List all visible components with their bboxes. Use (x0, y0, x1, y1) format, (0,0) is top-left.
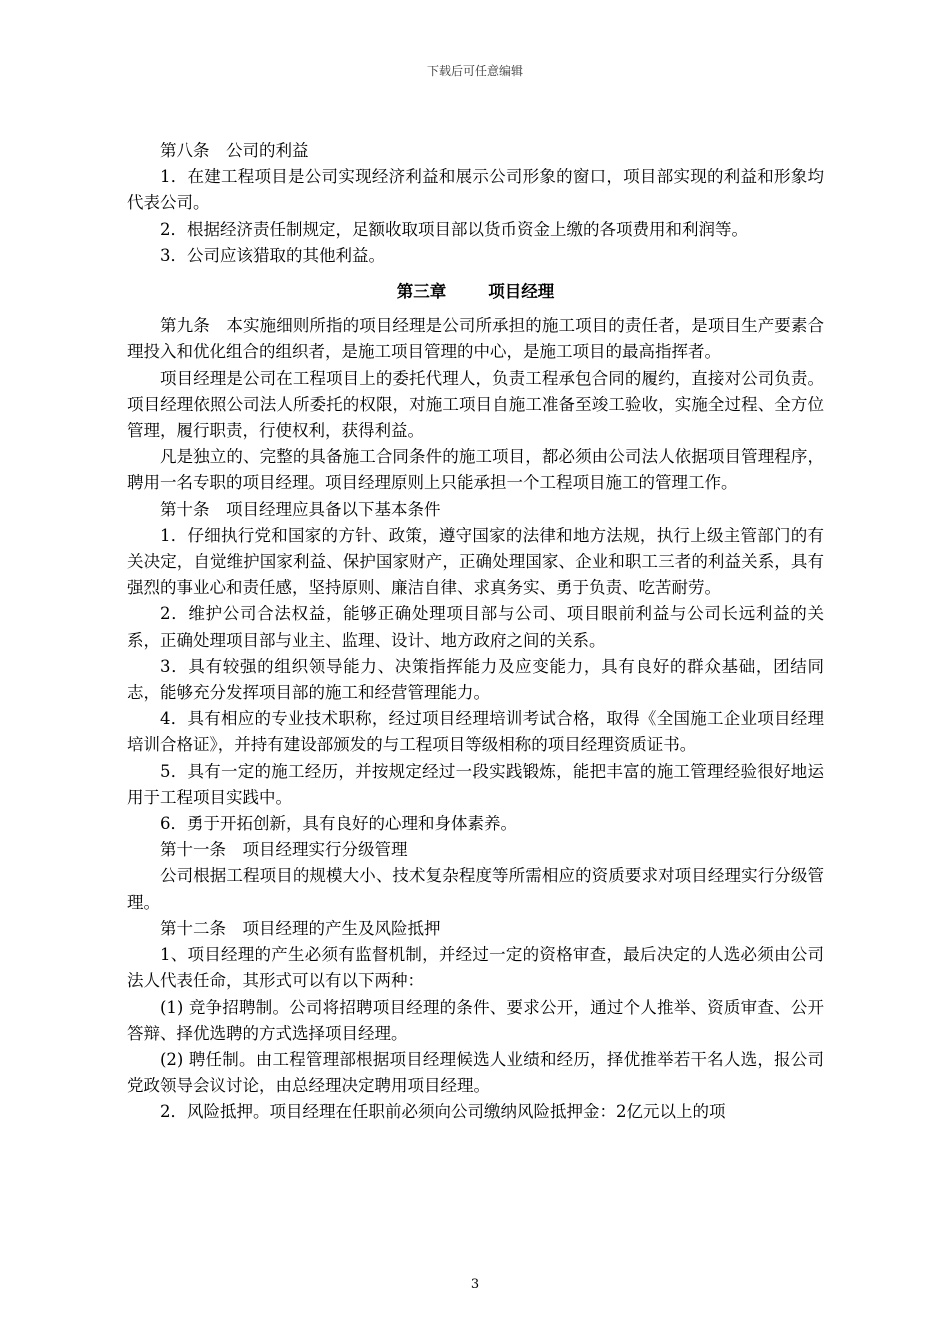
paragraph: 项目经理是公司在工程项目上的委托代理人，负责工程承包合同的履约，直接对公司负责。项目经理依照公司法人所委托的权限，对施工项目自施工准备至竣工验收，实施全过程、全方位管理，履行职责，行使权利，获得利益。 (127, 368, 824, 441)
paragraph: 凡是独立的、完整的具备施工合同条件的施工项目，都必须由公司法人依据项目管理程序，聘用一名专职的项目经理。项目经理原则上只能承担一个工程项目施工的管理工作。 (127, 447, 824, 493)
paragraph: 公司根据工程项目的规模大小、技术复杂程度等所需相应的资质要求对项目经理实行分级管理。 (127, 866, 824, 912)
chapter-number: 第三章 (396, 282, 447, 302)
paragraph: 1、项目经理的产生必须有监督机制，并经过一定的资格审查，最后决定的人选必须由公司法人代表任命，其形式可以有以下两种： (127, 945, 824, 991)
article-9: 第九条 本实施细则所指的项目经理是公司所承担的施工项目的责任者，是项目生产要素合理投入和优化组合的组织者，是施工项目管理的中心，是施工项目的最高指挥者。 (127, 316, 824, 362)
paragraph: 3．公司应该猎取的其他利益。 (160, 245, 385, 265)
paragraph: 6．勇于开拓创新，具有良好的心理和身体素养。 (160, 814, 517, 834)
paragraph: (1) 竞争招聘制。公司将招聘项目经理的条件、要求公开，通过个人推举、资质审查、公开答辩、择优选聘的方式选择项目经理。 (127, 997, 824, 1043)
paragraph: 5．具有一定的施工经历，并按规定经过一段实践锻炼，能把丰富的施工管理经验很好地运用于工程项目实践中。 (127, 761, 824, 807)
paragraph: 2．维护公司合法权益，能够正确处理项目部与公司、项目眼前利益与公司长远利益的关系，正确处理项目部与业主、监理、设计、地方政府之间的关系。 (127, 604, 824, 650)
article-12-title: 第十二条 项目经理的产生及风险抵押 (160, 918, 441, 938)
paragraph: 3．具有较强的组织领导能力、决策指挥能力及应变能力，具有良好的群众基础，团结同志，能够充分发挥项目部的施工和经营管理能力。 (127, 656, 824, 703)
paragraph: 2．根据经济责任制规定，足额收取项目部以货币资金上缴的各项费用和利润等。 (160, 219, 748, 239)
paragraph: 4．具有相应的专业技术职称，经过项目经理培训考试合格，取得《全国施工企业项目经理培训合格证》，并持有建设部颁发的与工程项目等级相称的项目经理资质证书。 (127, 709, 824, 755)
chapter-title: 项目经理 (488, 282, 555, 302)
article-8-title: 第八条 公司的利益 (160, 141, 309, 160)
document-body (127, 138, 824, 1126)
paragraph: (2) 聘任制。由工程管理部根据项目经理候选人业绩和经历，择优推举若干名人选，报公司党政领导会议讨论，由总经理决定聘用项目经理。 (127, 1049, 824, 1096)
paragraph: 1．在建工程项目是公司实现经济利益和展示公司形象的窗口，项目部实现的利益和形象均代表公司。 (127, 167, 824, 213)
article-11-title: 第十一条 项目经理实行分级管理 (160, 840, 408, 860)
page-number: 3 (470, 1277, 480, 1292)
chapter-heading (127, 279, 824, 305)
paragraph: 1．仔细执行党和国家的方针、政策，遵守国家的法律和地方法规，执行上级主管部门的有关决定，自觉维护国家利益、保护国家财产，正确处理国家、企业和职工三者的利益关系，具有强烈的事业心和责任感，坚持原则、廉洁自律、求真务实、勇于负责、吃苦耐劳。 (127, 525, 824, 598)
paragraph: 2．风险抵押。项目经理在任职前必须向公司缴纳风险抵押金：2亿元以上的项 (160, 1102, 726, 1122)
article-10-title: 第十条 项目经理应具备以下基本条件 (160, 499, 441, 519)
page-header: 下载后可任意编辑 (426, 64, 523, 78)
